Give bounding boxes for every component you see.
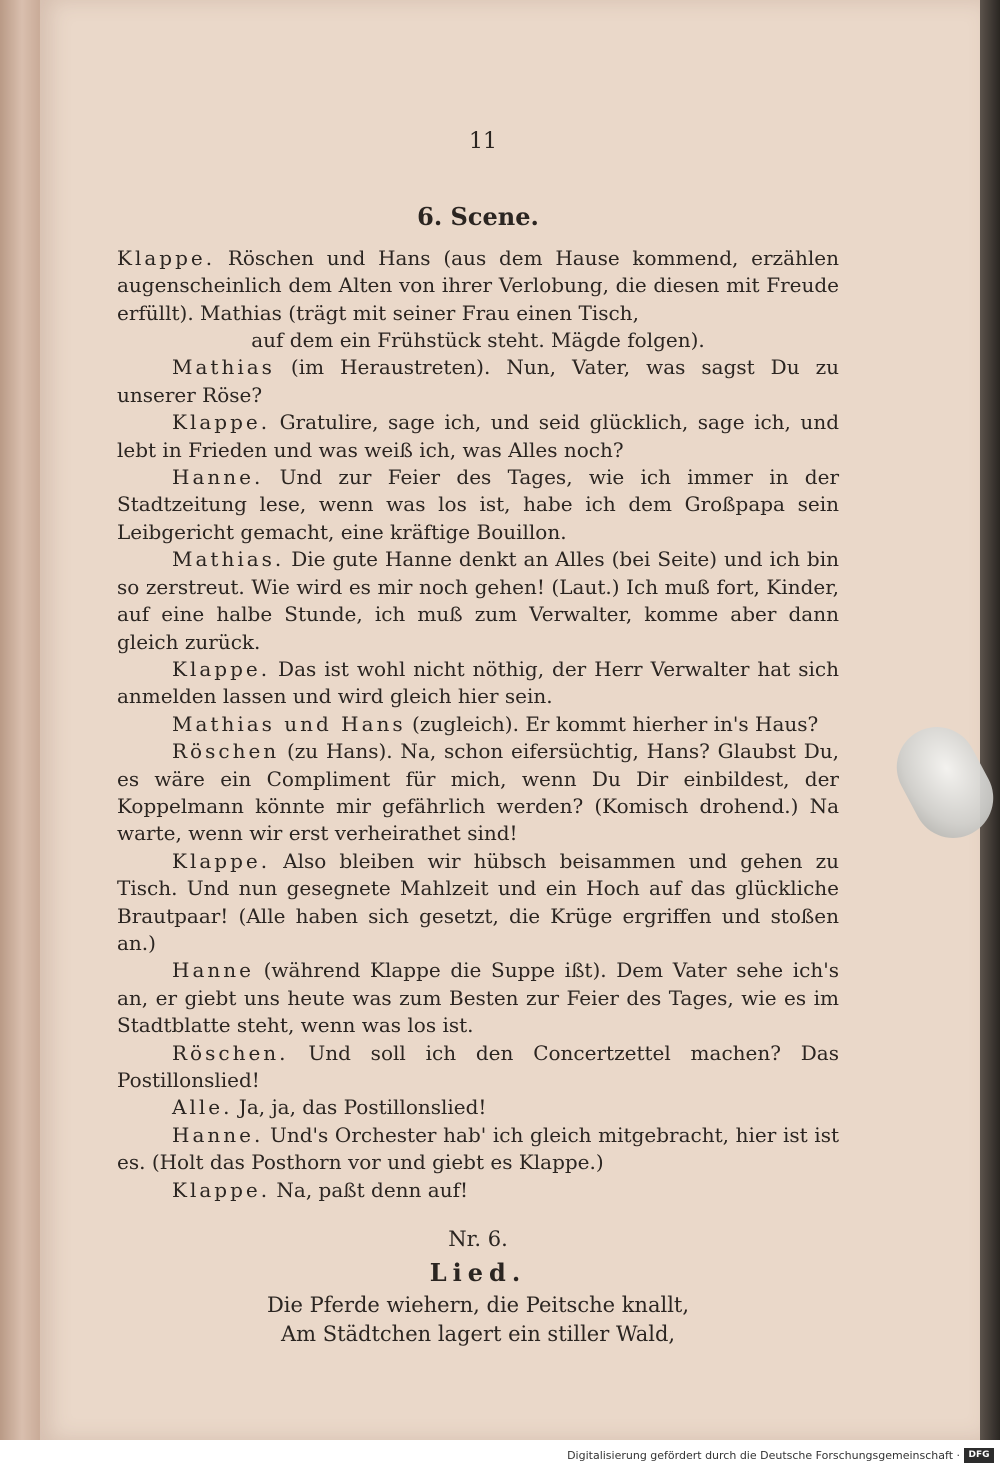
dialogue-text: Das ist wohl nicht nöthig, der Herr Verwalter hat sich anmelden lassen und wird gleich hier sein. xyxy=(117,656,839,709)
speaker-name: Hanne. xyxy=(172,1122,264,1147)
dialogue-text: Na, paßt denn auf! xyxy=(270,1177,469,1202)
dialogue-text: Und soll ich den Concertzettel machen? Das Postillonslied! xyxy=(117,1040,839,1092)
speaker-name: Alle. xyxy=(172,1095,233,1120)
dialogue-text: Die gute Hanne denkt an Alles (bei Seite) und ich bin so zerstreut. Wie wird es mir noch gehen! (Laut.) Ich muß fort, Kinder, auf eine halbe Stunde, ich muß zum Verwalter, komme aber dann gleich zurück. xyxy=(117,547,839,654)
dialogue-text: (zu Hans). Na, schon eifersüchtig, Hans? Glaubst Du, es wäre ein Compliment für mich, wenn Du Dir einbildest, der Koppelmann könnte mir gefährlich werden? (Komisch drohend.) Na warte, wenn wir erst verheirathet sind! xyxy=(117,739,839,846)
dialogue-block xyxy=(117,245,839,1204)
speaker-name: Klappe. xyxy=(172,410,271,435)
dialogue-text: (im Heraustreten). Nun, Vater, was sagst Du zu unserer Röse? xyxy=(117,355,839,407)
dialogue-text: (während Klappe die Suppe ißt). Dem Vater sehe ich's an, er giebt uns heute was zum Besten zur Feier des Tages, wie es im Stadtblatte steht, wenn was los ist. xyxy=(117,958,839,1038)
dialogue-paragraph xyxy=(117,327,839,354)
page-number: 11 xyxy=(469,129,497,154)
verse-line: Am Städtchen lagert ein stiller Wald, xyxy=(280,1321,676,1346)
song-number: Nr. 6. xyxy=(448,1227,508,1252)
dialogue-paragraph xyxy=(117,464,839,546)
speaker-name: Mathias und Hans xyxy=(172,711,406,736)
left-page-edge xyxy=(0,0,42,1440)
verse-line: Die Pferde wiehern, die Peitsche knallt, xyxy=(266,1292,690,1317)
speaker-name: Mathias xyxy=(172,355,275,380)
speaker-name: Klappe. xyxy=(172,848,271,873)
dialogue-text: Ja, ja, das Postillonslied! xyxy=(232,1095,487,1120)
dialogue-paragraph xyxy=(117,1094,839,1121)
dialogue-paragraph xyxy=(117,409,839,464)
verse-block xyxy=(117,1291,839,1349)
speaker-name: Röschen xyxy=(172,739,280,764)
dialogue-text: Gratulire, sage ich, und seid glücklich, sage ich, und lebt in Frieden und was weiß ich, was Alles noch? xyxy=(117,410,839,462)
scene-heading: 6. Scene. xyxy=(417,202,539,232)
speaker-name: Hanne xyxy=(172,958,254,983)
dfg-logo-icon: DFG xyxy=(964,1448,994,1463)
dialogue-paragraph xyxy=(117,546,839,656)
dialogue-text: Und's Orchester hab' ich gleich mitgebracht, hier ist ist es. (Holt das Posthorn vor und giebt es Klappe.) xyxy=(117,1122,839,1175)
dialogue-paragraph xyxy=(117,711,839,738)
page-right-edge xyxy=(980,0,1000,1440)
speaker-name: Klappe. xyxy=(172,1177,271,1202)
footer-credit: Digitalisierung gefördert durch die Deutsche Forschungsgemeinschaft · xyxy=(567,1449,960,1462)
dialogue-paragraph xyxy=(117,1177,839,1204)
dialogue-paragraph xyxy=(117,738,839,848)
dialogue-paragraph xyxy=(117,656,839,711)
dialogue-paragraph xyxy=(117,848,839,958)
dialogue-text: Also bleiben wir hübsch beisammen und gehen zu Tisch. Und nun gesegnete Mahlzeit und ein Hoch auf das glückliche Brautpaar! (Alle haben sich gesetzt, die Krüge ergriffen und stoßen an.) xyxy=(117,848,839,955)
song-title: Lied. xyxy=(429,1258,527,1288)
dialogue-paragraph xyxy=(117,354,839,409)
speaker-name: Hanne. xyxy=(172,465,264,490)
page-content xyxy=(117,128,839,1349)
footer-bar xyxy=(0,1440,1000,1472)
speaker-name: Klappe. xyxy=(172,656,271,681)
dialogue-paragraph xyxy=(117,245,839,327)
speaker-name: Röschen. xyxy=(172,1040,289,1065)
dialogue-text: auf dem ein Frühstück steht. Mägde folgen). xyxy=(251,328,705,353)
dialogue-paragraph xyxy=(117,957,839,1039)
dialogue-paragraph xyxy=(117,1122,839,1177)
dialogue-paragraph xyxy=(117,1040,839,1095)
speaker-name: Mathias. xyxy=(172,547,285,572)
speaker-name: Klappe. xyxy=(117,245,216,270)
dialogue-text: Röschen und Hans (aus dem Hause kommend, erzählen augenscheinlich dem Alten von ihrer Verlobung, die diesen mit Freude erfüllt). Mathias (trägt mit seiner Frau einen Tisch, xyxy=(117,245,839,325)
dialogue-text: (zugleich). Er kommt hierher in's Haus? xyxy=(405,711,819,736)
dialogue-text: Und zur Feier des Tages, wie ich immer in der Stadtzeitung lese, wenn was los ist, habe ich dem Großpapa sein Leibgericht gemacht, eine kräftige Bouillon. xyxy=(117,465,839,544)
